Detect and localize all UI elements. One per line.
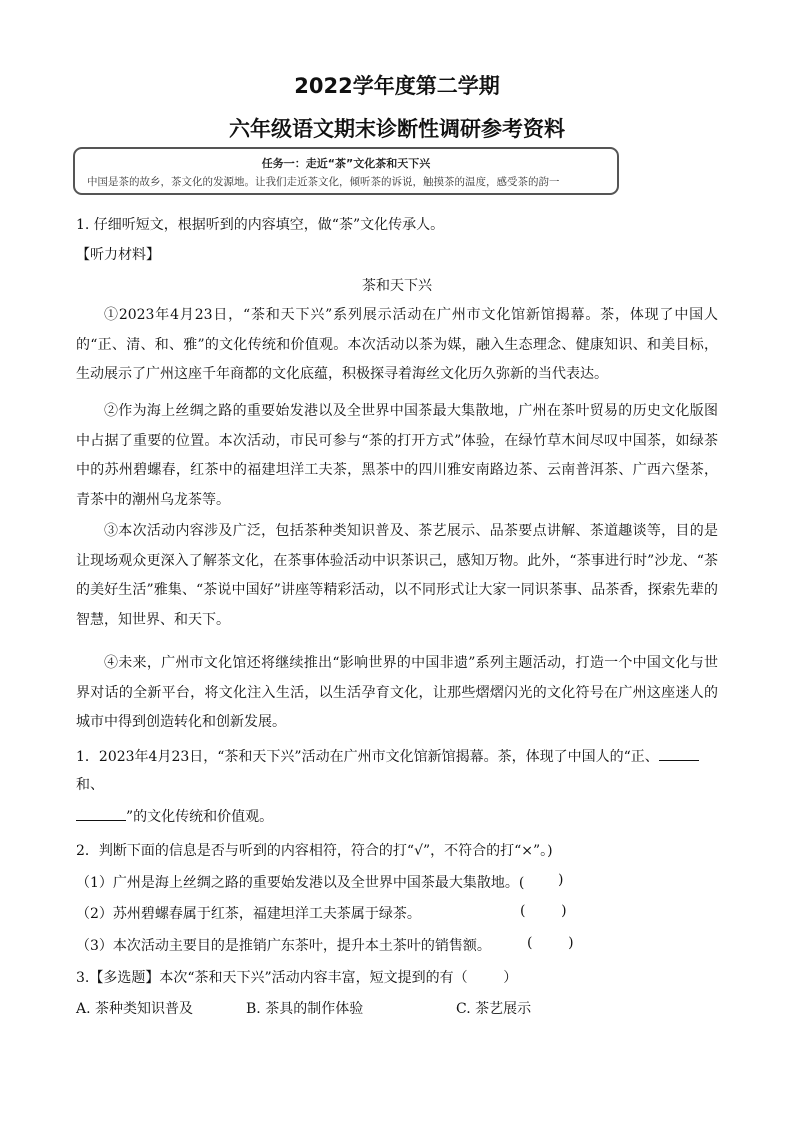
document-title-subject: 六年级语文期末诊断性调研参考资料 <box>229 117 565 141</box>
question-1-instruction: 1. 仔细听短文，根据听到的内容填空，做“茶”文化传承人。 <box>76 217 445 233</box>
answer-blank-1[interactable] <box>659 746 699 761</box>
answer-blank-2[interactable] <box>76 806 126 821</box>
question-1-line-2: 和、 <box>76 777 104 793</box>
task-banner <box>73 147 619 195</box>
question-1-line-1 <box>76 746 699 766</box>
task-title: 任务一：走近“茶”文化茶和天下兴 <box>261 157 431 170</box>
question-1-text-b: ”的文化传统和价值观。 <box>126 809 274 825</box>
question-3-option-a[interactable]: A. 茶种类知识普及 <box>76 1001 194 1017</box>
question-2-item-1-close-paren[interactable]: ) <box>558 872 564 888</box>
question-3-option-c[interactable]: C. 茶艺展示 <box>456 1001 532 1017</box>
question-1-line-3 <box>76 806 273 826</box>
question-2-item-2: （2）苏州碧螺春属于红茶，福建坦洋工夫茶属于绿茶。 <box>76 906 421 922</box>
question-2-item-3: （3）本次活动主要目的是推销广东茶叶，提升本土茶叶的销售额。 <box>76 938 491 954</box>
passage-paragraph-1: ①2023年4月23日，“茶和天下兴”系列展示活动在广州市文化馆新馆揭幕。茶，体现了中国人的“正、清、和、雅”的文化传统和价值观。本次活动以茶为媒，融入生态理念、健康知识、和美目标，生动展示了广州这座千年商都的文化底蕴，积极探寻着海丝文化历久弥新的当代表达。 <box>76 307 718 383</box>
passage-title: 茶和天下兴 <box>362 278 432 294</box>
question-3-option-b[interactable]: B. 茶具的制作体验 <box>246 1001 364 1017</box>
listening-material-label: 【听力材料】 <box>76 247 160 263</box>
document-title-term: 2022学年度第二学期 <box>294 74 500 98</box>
question-3-stem: 3.【多选题】本次“茶和天下兴”活动内容丰富，短文提到的有（ ） <box>76 970 518 986</box>
question-2-item-2-parens[interactable]: ( ) <box>520 903 567 919</box>
question-2-stem: 2．判断下面的信息是否与听到的内容相符，符合的打“√”，不符合的打“×”。) <box>76 843 553 859</box>
passage-paragraph-2: ②作为海上丝绸之路的重要始发港以及全世界中国茶最大集散地，广州在茶叶贸易的历史文化版图中占据了重要的位置。本次活动，市民可参与“茶的打开方式”体验，在绿竹草木间尽叹中国茶，如绿茶中的苏州碧螺春，红茶中的福建坦洋工夫茶，黑茶中的四川雅安南路边茶、云南普洱茶、广西六堡茶，青茶中的潮州乌龙茶等。 <box>76 403 718 509</box>
passage-paragraph-4: ④未来，广州市文化馆还将继续推出“影响世界的中国非遗”系列主题活动，打造一个中国文化与世界对话的全新平台，将文化注入生活，以生活孕育文化，让那些熠熠闪光的文化符号在广州这座迷人的城市中得到创造转化和创新发展。 <box>76 655 718 731</box>
question-2-item-3-parens[interactable]: ( ) <box>527 935 574 951</box>
question-2-item-1: （1）广州是海上丝绸之路的重要始发港以及全世界中国茶最大集散地。( <box>76 875 525 891</box>
task-description: 中国是茶的故乡，茶文化的发源地。让我们走近茶文化，倾听茶的诉说，触摸茶的温度，感受茶的韵一 <box>87 176 560 188</box>
passage-paragraph-3: ③本次活动内容涉及广泛，包括茶种类知识普及、茶艺展示、品茶要点讲解、茶道趣谈等，目的是让现场观众更深入了解茶文化，在茶事体验活动中识茶识己，感知万物。此外，“茶事进行时”沙龙、“茶的美好生活”雅集、“茶说中国好”讲座等精彩活动，以不同形式让大家一同识茶事、品茶香，探索先辈的智慧，知世界、和天下。 <box>76 523 718 629</box>
question-1-text-a: 1．2023年4月23日，“茶和天下兴”活动在广州市文化馆新馆揭幕。茶，体现了中国人的“正、 <box>76 749 659 765</box>
